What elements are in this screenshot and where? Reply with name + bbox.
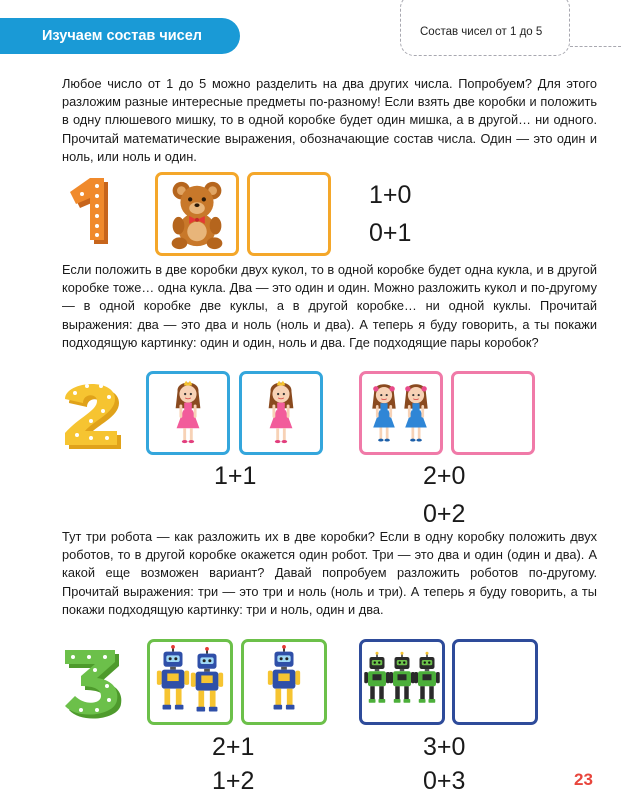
expression: 0+3 — [423, 767, 466, 795]
empty-box — [247, 172, 331, 256]
numeral-three-icon — [61, 648, 127, 724]
page-title: Изучаем состав чисел — [42, 28, 203, 44]
two-dolls-icon — [362, 374, 440, 452]
expression: 2+1 — [212, 733, 255, 761]
robot-icon — [244, 642, 324, 722]
two-robots-icon — [150, 642, 230, 722]
expression: 1+1 — [214, 462, 257, 490]
expression: 0+2 — [423, 500, 466, 528]
paragraph-intro: Любое число от 1 до 5 можно разделить на два других числа. Попробуем? Для этого разложим разные интересные предметы по-разному! Если взять две коробки и положить в одну плюшевого мишку, то в одной коробке будет один мишка, а в другой… ни одного. Прочитай математические выражения, обозначающие состав числа. Один — это один и ноль, или ноль и один. — [62, 76, 597, 164]
expression: 0+1 — [369, 219, 412, 247]
box-with-two-dolls — [359, 371, 443, 455]
doll-icon — [149, 374, 227, 452]
doll-icon — [242, 374, 320, 452]
page-number: 23 — [574, 770, 593, 789]
box-with-three-robots — [359, 639, 445, 725]
box-with-doll — [146, 371, 230, 455]
empty-box — [452, 639, 538, 725]
three-robots-icon — [362, 642, 442, 722]
expression: 1+2 — [212, 767, 255, 795]
paragraph-robots: Тут три робота — как разложить их в две коробки? Если в одну коробку положить двух роботов, то в другой коробке окажется один робот. Три — это два и один (один и два). А какой еще возможен вариант? Давай попробуем разложить роботов по-другому. Прочитай выражения: три — это три и ноль (ноль и три). А теперь я буду говорить, а ты покажи подходящую картинку: три и ноль, один и два. — [62, 529, 597, 617]
expression: 1+0 — [369, 181, 412, 209]
box-with-doll — [239, 371, 323, 455]
header-divider — [570, 46, 621, 47]
numeral-two-icon — [61, 379, 127, 451]
empty-box — [451, 371, 535, 455]
box-with-robot — [241, 639, 327, 725]
teddy-bear-icon — [158, 175, 236, 253]
expression: 2+0 — [423, 462, 466, 490]
box-with-bear — [155, 172, 239, 256]
box-with-two-robots — [147, 639, 233, 725]
expression: 3+0 — [423, 733, 466, 761]
numeral-one-icon — [64, 178, 120, 250]
paragraph-dolls: Если положить в две коробки двух кукол, то в одной коробке будет одна кукла, и в другой коробке тоже… одна кукла. Два — это один и один. Можно разложить кукол и по-другому — в одной коробке две куклы, а в другой коробке… ни одной куклы. Прочитай выражения: два — это два и ноль (ноль и два). А теперь я буду говорить, а ты покажи подходящую картинку: один и один, ноль и два. Где подходящие пары коробок? — [62, 262, 597, 350]
chapter-tab-label: Состав чисел от 1 до 5 — [420, 26, 543, 38]
